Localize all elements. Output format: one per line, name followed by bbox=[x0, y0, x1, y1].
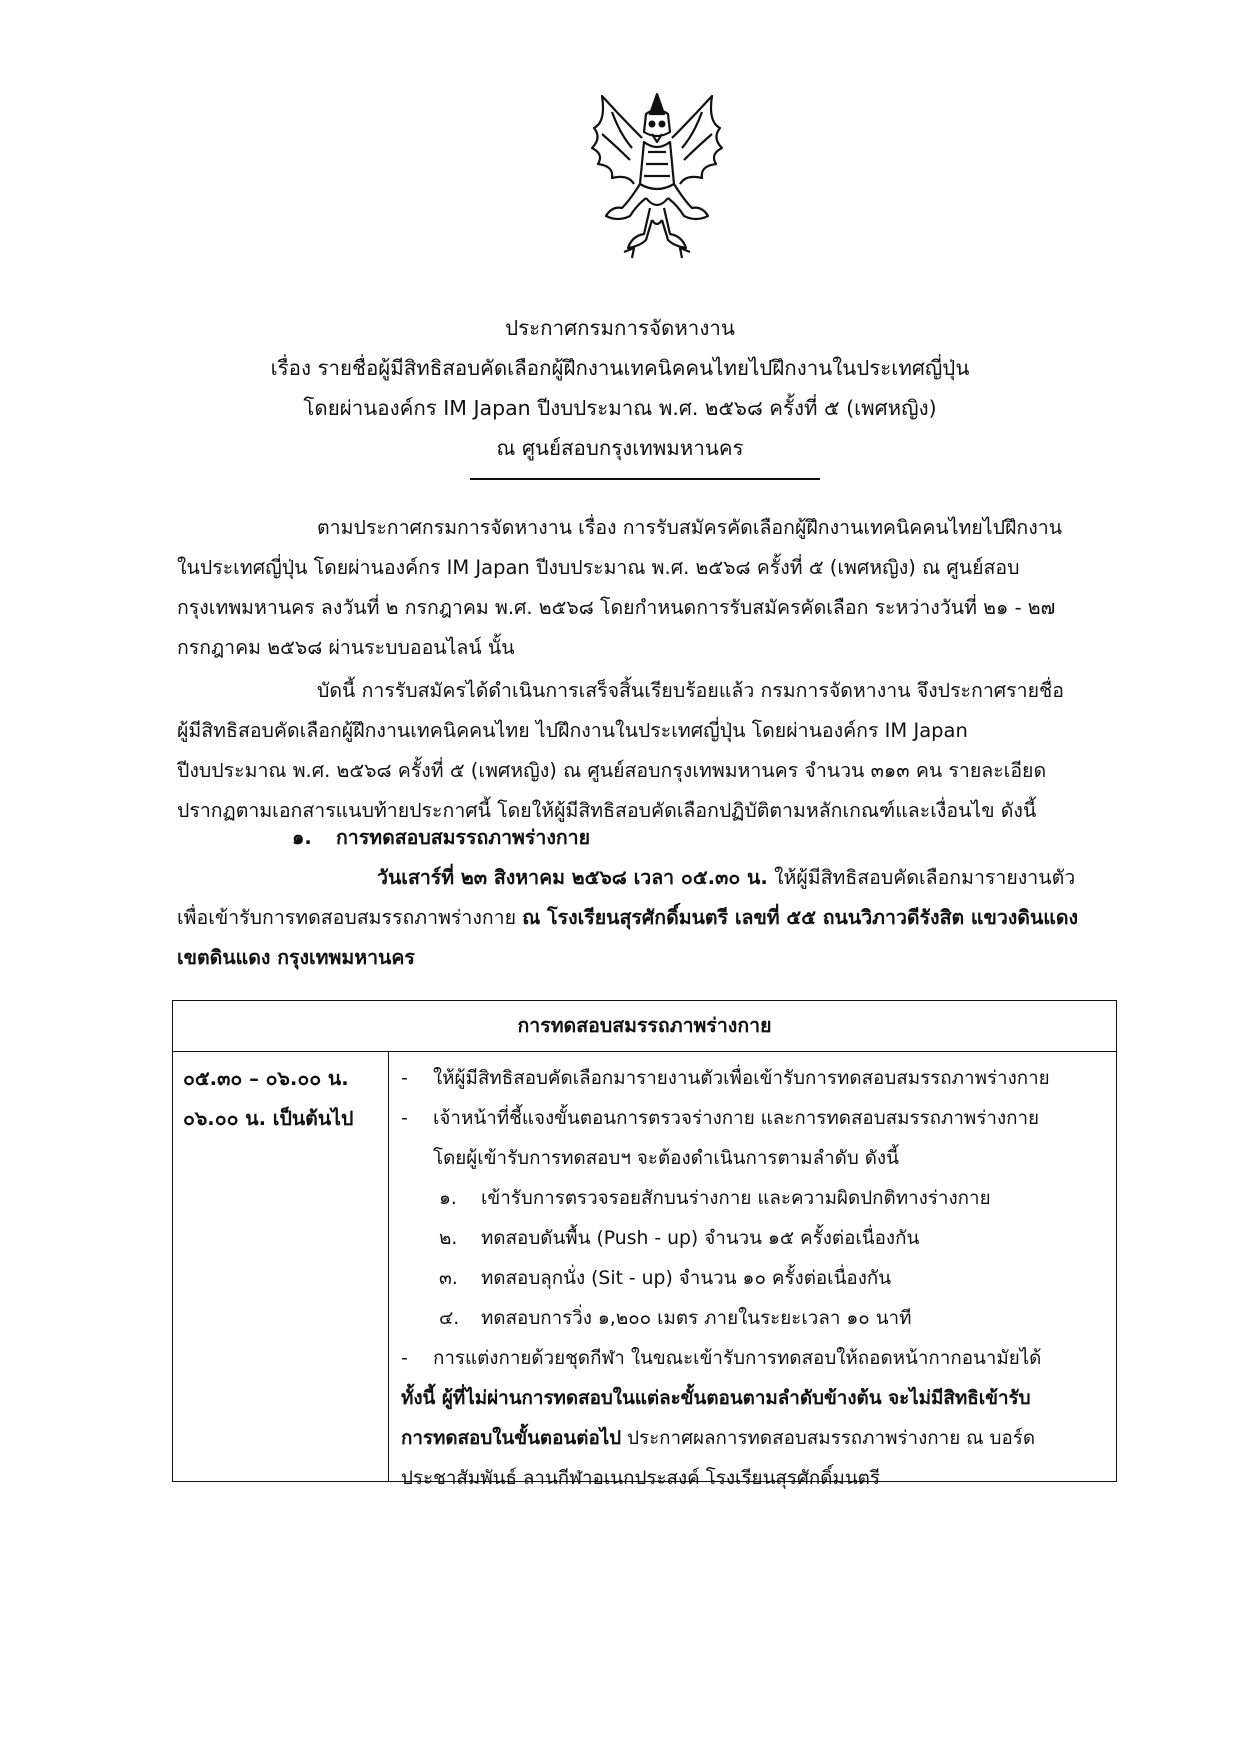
section-line bbox=[177, 858, 1119, 898]
title-line: โดยผ่านองค์กร IM Japan ปีงบประมาณ พ.ศ. ๒๕๖๘ ครั้งที่ ๕ (เพศหญิง) bbox=[303, 396, 937, 420]
paragraph-line: ผู้มีสิทธิสอบคัดเลือกผู้ฝึกงานเทคนิคคนไทย ไปฝึกงานในประเทศญี่ปุ่น โดยผ่านองค์กร IM Japan bbox=[177, 719, 968, 742]
paragraph-1 bbox=[177, 508, 1119, 668]
step-text: ทดสอบการวิ่ง ๑,๒๐๐ เมตร ภายในระยะเวลา ๑๐ นาที bbox=[481, 1308, 912, 1329]
activity-column bbox=[401, 1059, 1101, 1499]
paragraph-line: กรุงเทพมหานคร ลงวันที่ ๒ กรกฎาคม พ.ศ. ๒๕๖๘ โดยกำหนดการรับสมัครคัดเลือก ระหว่างวันที่ ๒๑ - ๒๗ bbox=[177, 596, 1056, 619]
results-note: ประกาศผลการทดสอบสมรรถภาพร่างกาย ณ บอร์ด bbox=[627, 1428, 1036, 1449]
paragraph-line: ตามประกาศกรมการจัดหางาน เรื่อง การรับสมัครคัดเลือกผู้ฝึกงานเทคนิคคนไทยไปฝึกงาน bbox=[317, 516, 1063, 539]
activity-text: เจ้าหน้าที่ชี้แจงขั้นตอนการตรวจร่างกาย และการทดสอบสมรรถภาพร่างกาย bbox=[433, 1108, 1040, 1129]
table-header: การทดสอบสมรรถภาพร่างกาย bbox=[173, 1001, 1116, 1052]
title-line: ประกาศกรมการจัดหางาน bbox=[505, 316, 735, 340]
activity-item bbox=[401, 1099, 1101, 1139]
step-text: เข้ารับการตรวจรอยสักบนร่างกาย และความผิดปกติทางร่างกาย bbox=[481, 1188, 991, 1209]
title-line: ณ ศูนย์สอบกรุงเทพมหานคร bbox=[496, 436, 744, 460]
step-number: ๑. bbox=[439, 1188, 457, 1209]
time-column bbox=[183, 1059, 353, 1139]
warning-note bbox=[401, 1419, 1101, 1459]
dash-bullet: - bbox=[401, 1348, 408, 1369]
step-number: ๔. bbox=[439, 1308, 460, 1329]
time-slot: ๐๖.๐๐ น. เป็นต้นไป bbox=[183, 1107, 354, 1130]
venue: ณ โรงเรียนสุรศักดิ์มนตรี เลขที่ ๕๕ ถนนวิภาวดีรังสิต แขวงดินแดง bbox=[522, 906, 1079, 929]
time-slot: ๐๕.๓๐ – ๐๖.๐๐ น. bbox=[183, 1067, 349, 1090]
step-text: ทดสอบลุกนั่ง (Sit - up) จำนวน ๑๐ ครั้งต่อเนื่องกัน bbox=[481, 1268, 892, 1289]
exam-date-rest: ให้ผู้มีสิทธิสอบคัดเลือกมารายงานตัว bbox=[773, 866, 1076, 889]
section-1-body bbox=[177, 858, 1119, 978]
paragraph-line: ในประเทศญี่ปุ่น โดยผ่านองค์กร IM Japan ปีงบประมาณ พ.ศ. ๒๕๖๘ ครั้งที่ ๕ (เพศหญิง) ณ ศูนย์สอบ bbox=[177, 556, 1020, 579]
fitness-test-table bbox=[172, 1000, 1117, 1489]
title-divider bbox=[470, 478, 820, 480]
step-text: ทดสอบดันพื้น (Push - up) จำนวน ๑๕ ครั้งต่อเนื่องกัน bbox=[481, 1228, 920, 1249]
step-item bbox=[401, 1219, 1101, 1259]
step-item bbox=[401, 1259, 1101, 1299]
section-title: การทดสอบสมรรถภาพร่างกาย bbox=[336, 826, 591, 849]
dash-bullet: - bbox=[401, 1108, 408, 1129]
section-line bbox=[177, 898, 1119, 938]
step-item bbox=[401, 1299, 1101, 1339]
activity-item bbox=[401, 1059, 1101, 1099]
announcement-title bbox=[0, 308, 1240, 468]
venue-intro: เพื่อเข้ารับการทดสอบสมรรถภาพร่างกาย bbox=[177, 906, 517, 929]
activity-text: ให้ผู้มีสิทธิสอบคัดเลือกมารายงานตัวเพื่อเข้ารับการทดสอบสมรรถภาพร่างกาย bbox=[433, 1068, 1050, 1089]
paragraph-line: ปีงบประมาณ พ.ศ. ๒๕๖๘ ครั้งที่ ๕ (เพศหญิง) ณ ศูนย์สอบกรุงเทพมหานคร จำนวน ๓๑๓ คน รายละเอียด bbox=[177, 759, 1047, 782]
paragraph-2 bbox=[177, 671, 1119, 831]
activity-text: โดยผู้เข้ารับการทดสอบฯ จะต้องดำเนินการตามลำดับ ดังนี้ bbox=[433, 1148, 899, 1169]
garuda-emblem bbox=[572, 88, 742, 268]
table-column-divider bbox=[388, 1051, 389, 1481]
activity-text: การแต่งกายด้วยชุดกีฬา ในขณะเข้ารับการทดสอบให้ถอดหน้ากากอนามัยได้ bbox=[433, 1348, 1042, 1369]
exam-date: วันเสาร์ที่ ๒๓ สิงหาคม ๒๕๖๘ เวลา ๐๕.๓๐ น. bbox=[377, 866, 768, 889]
section-1-heading bbox=[292, 818, 590, 858]
venue-district: เขตดินแดง กรุงเทพมหานคร bbox=[177, 946, 415, 969]
title-line: เรื่อง รายชื่อผู้มีสิทธิสอบคัดเลือกผู้ฝึกงานเทคนิคคนไทยไปฝึกงานในประเทศญี่ปุ่น bbox=[270, 356, 970, 380]
step-number: ๓. bbox=[439, 1268, 458, 1289]
paragraph-line: กรกฎาคม ๒๕๖๘ ผ่านระบบออนไลน์ นั้น bbox=[177, 636, 515, 659]
section-number: ๑. bbox=[292, 826, 312, 849]
paragraph-line: ปรากฏตามเอกสารแนบท้ายประกาศนี้ โดยให้ผู้มีสิทธิสอบคัดเลือกปฏิบัติตามหลักเกณฑ์และเงื่อนไข ดังนี้ bbox=[177, 799, 1037, 822]
warning-note: ทั้งนี้ ผู้ที่ไม่ผ่านการทดสอบในแต่ละขั้นตอนตามลำดับข้างต้น จะไม่มีสิทธิเข้ารับ bbox=[401, 1388, 1031, 1409]
step-number: ๒. bbox=[439, 1228, 458, 1249]
step-item bbox=[401, 1179, 1101, 1219]
warning-note-bold: การทดสอบในขั้นตอนต่อไป bbox=[401, 1428, 622, 1449]
paragraph-line: บัดนี้ การรับสมัครได้ดำเนินการเสร็จสิ้นเรียบร้อยแล้ว กรมการจัดหางาน จึงประกาศรายชื่อ bbox=[317, 679, 1064, 702]
results-location: ประชาสัมพันธ์ ลานกีฬาอเนกประสงค์ โรงเรียนสุรศักดิ์มนตรี bbox=[401, 1468, 880, 1489]
activity-item bbox=[401, 1339, 1101, 1379]
dash-bullet: - bbox=[401, 1068, 408, 1089]
